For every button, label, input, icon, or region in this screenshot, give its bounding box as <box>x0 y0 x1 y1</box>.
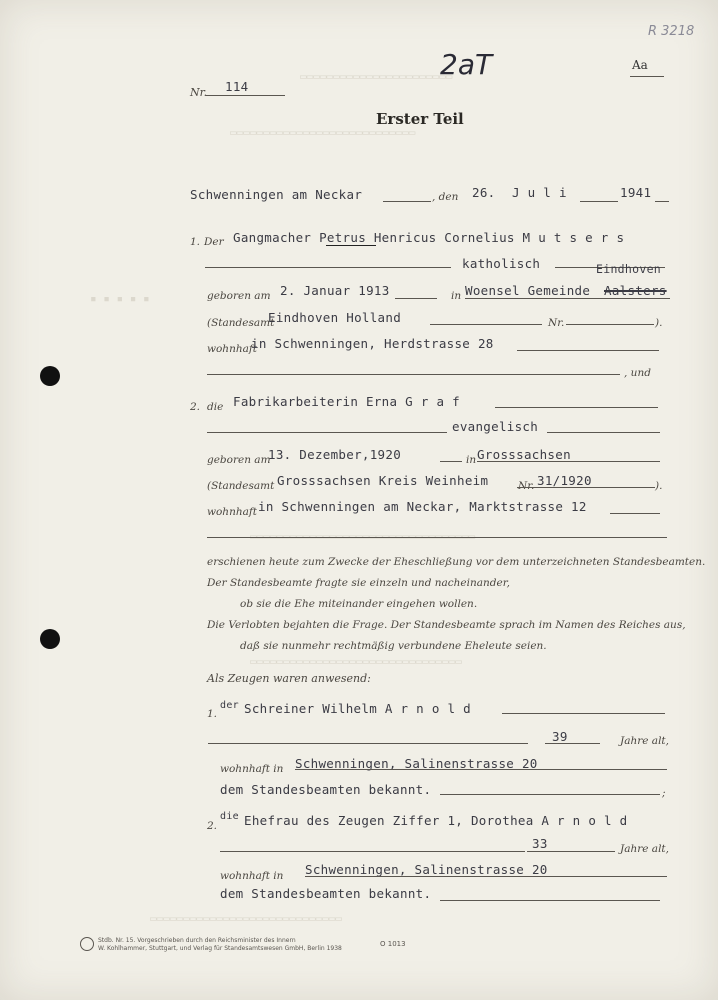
punch-hole <box>40 629 60 649</box>
body-line-5: daß sie nunmehr rechtmäßig verbundene Eheleute seien. <box>240 640 547 652</box>
party2-name: Fabrikarbeiterin Erna G r a f <box>233 394 460 409</box>
party1-nr-label: Nr. <box>548 317 565 329</box>
party2-registry-nr: 31/1920 <box>537 473 592 488</box>
witness1-known: dem Standesbeamten bekannt. <box>220 782 432 797</box>
bleed-through-text: ▭▭▭▭▭▭▭▭▭▭▭▭▭▭▭▭▭▭▭▭▭▭▭ <box>300 70 453 83</box>
party1-residence: in Schwenningen, Herdstrasse 28 <box>251 336 494 351</box>
pencil-reference: R 3218 <box>648 24 695 39</box>
party1-name: Gangmacher Petrus Henricus Cornelius M u t s e r s <box>233 230 625 245</box>
witness2-number: 2. <box>207 820 218 832</box>
party1-extra-rule <box>207 374 620 375</box>
party1-born-date-rule <box>395 298 437 299</box>
marriage-day: 26. <box>472 185 496 200</box>
party2-residence: in Schwenningen am Neckar, Marktstrasse 12 <box>258 499 587 514</box>
form-mark-underline <box>630 76 664 77</box>
witness2-age-label: Jahre alt, <box>620 843 669 855</box>
party2-born-label: geboren am <box>207 454 271 466</box>
witness2-prefix: die <box>220 811 239 822</box>
party1-registry: Eindhoven Holland <box>268 310 402 325</box>
party2-registry: Grosssachsen Kreis Weinheim <box>277 473 489 488</box>
party1-underline-mark <box>326 245 376 246</box>
party1-der-label: Der <box>204 236 224 248</box>
party2-religion-rule-right <box>547 432 660 433</box>
witness2-age-rule-left <box>220 851 525 852</box>
witness2-residence: Schwenningen, Salinenstrasse 20 <box>305 862 548 877</box>
party1-birthplace: Woensel Gemeinde <box>465 283 591 298</box>
page-title: Erster Teil <box>376 110 464 128</box>
party1-in-label: in <box>451 290 462 302</box>
party2-birthplace: Grosssachsen <box>477 447 571 462</box>
party1-number: 1. <box>190 236 201 248</box>
punch-hole <box>40 366 60 386</box>
party2-name-rule <box>495 407 658 408</box>
year-rule <box>655 201 669 202</box>
witness1-name: Schreiner Wilhelm A r n o l d <box>244 701 471 716</box>
party1-struck-word: Aalsters <box>604 283 667 298</box>
party1-close-paren: ). <box>655 317 663 329</box>
witness1-age-label: Jahre alt, <box>620 735 669 747</box>
witness1-number: 1. <box>207 708 218 720</box>
den-label: , den <box>432 191 459 203</box>
party1-residence-rule <box>517 350 659 351</box>
party2-in-label: in <box>466 454 477 466</box>
party2-number: 2. <box>190 401 201 413</box>
party1-nr-rule <box>566 324 654 325</box>
witness2-known-rule <box>440 900 660 901</box>
footer-line-2: W. Kohlhammer, Stuttgart, und Verlag für Standesamtswesen GmbH, Berlin 1938 <box>98 945 342 952</box>
witness1-known-rule <box>440 794 660 795</box>
party1-registry-label: (Standesamt <box>207 317 275 329</box>
witness2-known: dem Standesbeamten bekannt. <box>220 886 432 901</box>
witness2-age-rule <box>527 851 615 852</box>
witness2-name: Ehefrau des Zeugen Ziffer 1, Dorothea A r n o l d <box>244 813 628 828</box>
marriage-month: J u l i <box>512 185 567 200</box>
party1-residence-label: wohnhaft <box>207 343 257 355</box>
party2-die-label: die <box>207 401 224 413</box>
witness1-semicolon: ; <box>662 787 666 799</box>
form-mark: Aa <box>632 58 648 72</box>
body-line-2: Der Standesbeamte fragte sie einzeln und nacheinander, <box>207 577 510 589</box>
publisher-emblem-icon <box>80 937 94 951</box>
bleed-through-text: ▪ ▪ ▪ ▪ ▪ <box>90 292 150 305</box>
footer-line-1: Stdb. Nr. 15. Vorgeschrieben durch den Reichsminister des Innern <box>98 937 296 944</box>
witness1-age-rule <box>545 743 600 744</box>
party2-residence-rule <box>610 513 660 514</box>
party2-residence-label: wohnhaft <box>207 506 257 518</box>
bleed-through-text: ▭▭▭▭▭▭▭▭▭▭▭▭▭▭▭▭▭▭▭▭▭▭▭▭▭▭▭▭▭▭▭▭ <box>250 655 462 668</box>
party1-birthplace-correction: Eindhoven <box>596 262 662 276</box>
party2-registry-label: (Standesamt <box>207 480 275 492</box>
witness1-residence: Schwenningen, Salinenstrasse 20 <box>295 756 538 771</box>
party2-born-date-rule <box>440 461 462 462</box>
party2-religion: evangelisch <box>452 419 539 434</box>
witness1-residence-rule <box>295 769 667 770</box>
witness1-residence-label: wohnhaft in <box>220 763 284 775</box>
handwritten-code: 2aT <box>440 48 493 81</box>
bleed-through-text: ▭▭▭▭▭▭▭▭▭▭▭▭▭▭▭▭▭▭▭▭▭▭▭▭▭▭▭▭▭▭▭▭▭▭ <box>250 530 476 543</box>
party2-religion-rule-left <box>207 432 447 433</box>
witness1-age-rule-left <box>208 743 528 744</box>
marriage-place: Schwenningen am Neckar <box>190 187 363 202</box>
party1-registry-rule <box>430 324 542 325</box>
body-line-4: Die Verlobten bejahten die Frage. Der Standesbeamte sprach im Namen des Reiches aus, <box>207 619 686 631</box>
number-rule <box>205 95 285 96</box>
witness1-age: 39 <box>552 729 568 744</box>
party1-religion-rule-left <box>205 267 451 268</box>
party2-nr-label: Nr. <box>518 480 535 492</box>
witness2-age: 33 <box>532 836 548 851</box>
document-number: 114 <box>225 79 249 94</box>
month-rule <box>580 201 618 202</box>
party1-born-label: geboren am <box>207 290 271 302</box>
nr-label: Nr. <box>190 86 208 99</box>
party1-birthplace-rule <box>465 298 670 299</box>
footer-form-code: O 1013 <box>380 940 406 948</box>
party2-extra-rule <box>207 537 667 538</box>
party2-birthplace-rule <box>477 461 660 462</box>
and-label: , und <box>624 367 651 379</box>
witness2-residence-rule <box>305 876 667 877</box>
marriage-year: 1941 <box>620 185 652 200</box>
bleed-through-text: ▭▭▭▭▭▭▭▭▭▭▭▭▭▭▭▭▭▭▭▭▭▭▭▭▭▭▭▭▭ <box>150 912 343 925</box>
footer-imprint <box>98 937 342 953</box>
witness2-residence-label: wohnhaft in <box>220 870 284 882</box>
witness1-name-rule <box>502 713 665 714</box>
witnesses-heading: Als Zeugen waren anwesend: <box>207 672 371 685</box>
party2-close-paren: ). <box>655 480 663 492</box>
party2-nr-rule <box>517 487 655 488</box>
body-line-3: ob sie die Ehe miteinander eingehen wollen. <box>240 598 478 610</box>
party2-born-date: 13. Dezember,1920 <box>268 447 402 462</box>
party1-born-date: 2. Januar 1913 <box>280 283 390 298</box>
witness1-prefix: der <box>220 700 239 711</box>
place-rule <box>383 201 431 202</box>
party1-religion: katholisch <box>462 256 541 271</box>
body-line-1: erschienen heute zum Zwecke der Eheschließung vor dem unterzeichneten Standesbeamten. <box>207 556 706 568</box>
bleed-through-text: ▭▭▭▭▭▭▭▭▭▭▭▭▭▭▭▭▭▭▭▭▭▭▭▭▭▭▭▭ <box>230 126 416 139</box>
